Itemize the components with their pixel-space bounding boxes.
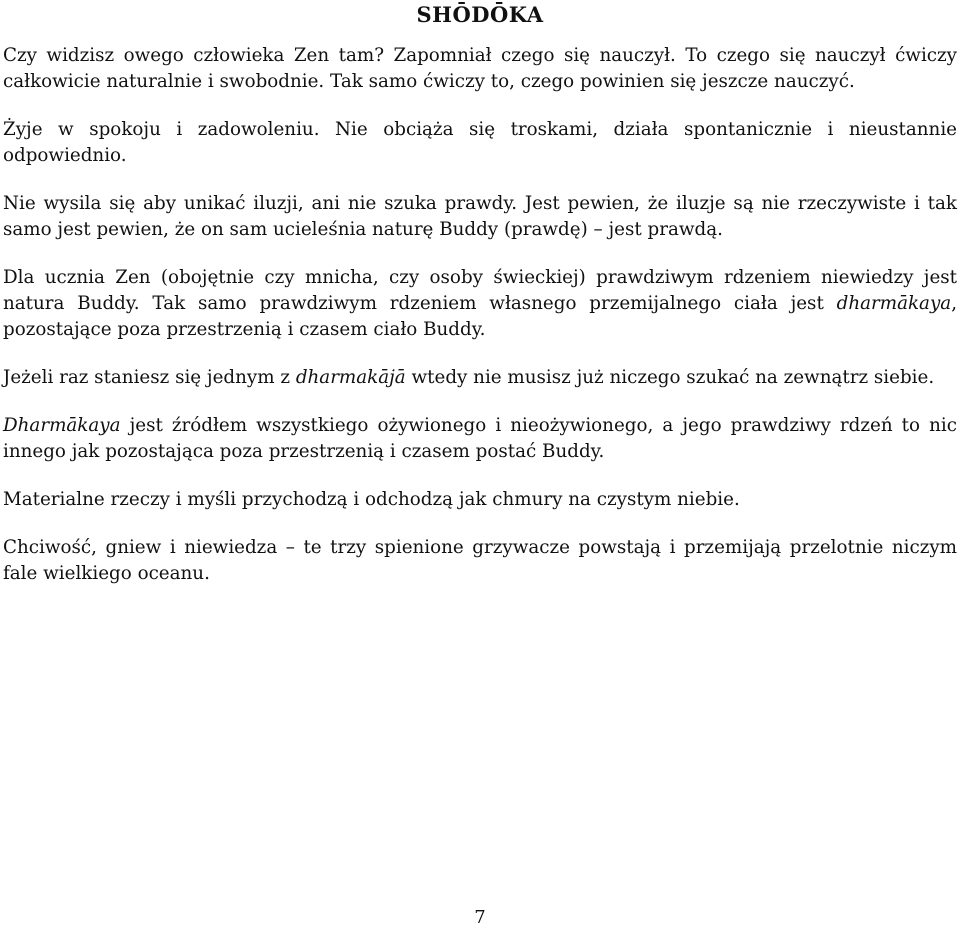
paragraph-4-text-b: , pozostające poza przestrzenią i czasem ciało Buddy.: [3, 293, 957, 340]
paragraph-5: [3, 365, 957, 391]
paragraph-8: [3, 535, 957, 587]
paragraph-6-term: Dharmākaya: [3, 415, 121, 436]
paragraph-6: [3, 413, 957, 465]
paragraph-6-text: jest źródłem wszystkiego ożywionego i nieożywionego, a jego prawdziwy rdzeń to nic innego jak pozostająca poza przestrzenią i czasem postać Buddy.: [3, 415, 957, 462]
paragraph-1-text: Czy widzisz owego człowieka Zen tam? Zapomniał czego się nauczył. To czego się nauczył ćwiczy całkowicie naturalnie i swobodnie. Tak samo ćwiczy to, czego powinien się jeszcze nauczyć.: [3, 45, 957, 92]
paragraph-4-text-a: Dla ucznia Zen (obojętnie czy mnicha, czy osoby świeckiej) prawdziwym rdzeniem niewiedzy jest natura Buddy. Tak samo prawdziwym rdzeniem własnego przemijalnego ciała jest: [3, 267, 957, 314]
paragraph-2: [3, 117, 957, 169]
paragraph-5-text-a: Jeżeli raz staniesz się jednym z: [3, 367, 296, 388]
paragraph-1: [3, 43, 957, 95]
paragraph-2-text: Żyje w spokoju i zadowoleniu. Nie obciąża się troskami, działa spontanicznie i nieustannie odpowiednio.: [3, 119, 957, 166]
page-number: 7: [474, 907, 486, 928]
paragraph-4-term: dharmākaya: [836, 293, 952, 314]
paragraph-3: [3, 191, 957, 243]
paragraph-5-term: dharmakājā: [295, 367, 406, 388]
paragraph-4: [3, 265, 957, 343]
document-body: [3, 43, 957, 609]
paragraph-3-text: Nie wysila się aby unikać iluzji, ani nie szuka prawdy. Jest pewien, że iluzje są nie rzeczywiste i tak samo jest pewien, że on sam ucieleśnia naturę Buddy (prawdę) – jest prawdą.: [3, 193, 957, 240]
paragraph-5-text-b: wtedy nie musisz już niczego szukać na zewnątrz siebie.: [405, 367, 935, 388]
paragraph-7: [3, 487, 957, 513]
paragraph-7-text: Materialne rzeczy i myśli przychodzą i odchodzą jak chmury na czystym niebie.: [3, 489, 740, 510]
paragraph-8-text: Chciwość, gniew i niewiedza – te trzy spienione grzywacze powstają i przemijają przelotnie niczym fale wielkiego oceanu.: [3, 537, 957, 584]
page-title: SHŌDŌKA: [416, 2, 544, 27]
